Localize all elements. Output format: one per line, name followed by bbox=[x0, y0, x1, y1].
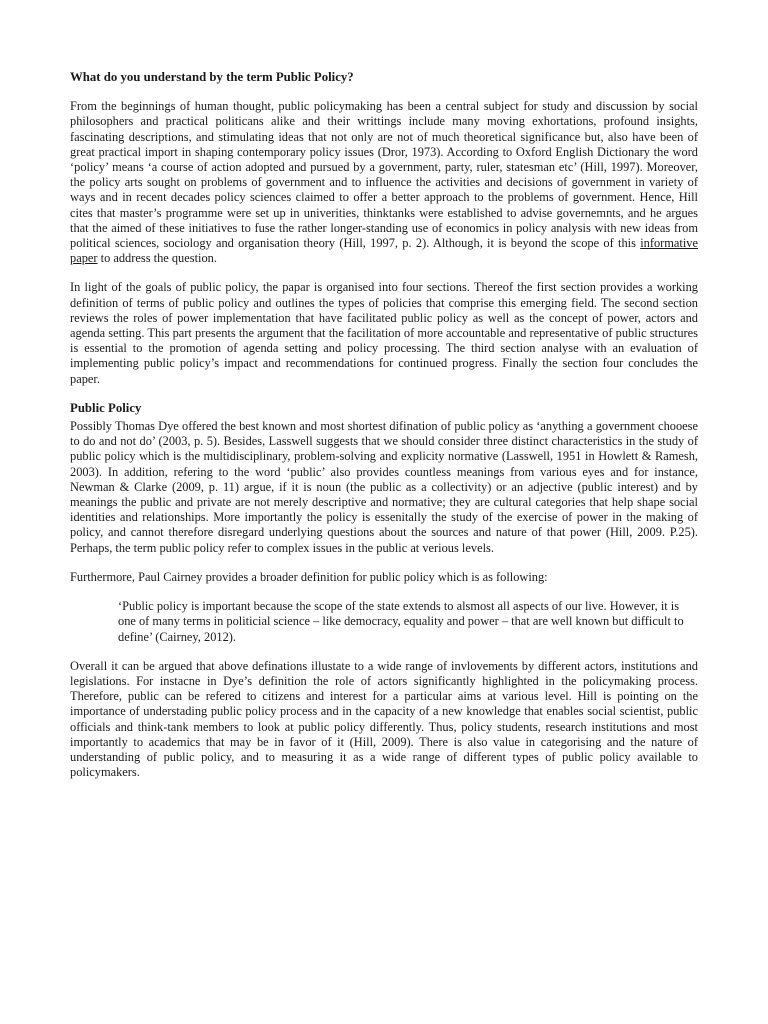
block-quote: ‘Public policy is important because the scope of the state extends to alsmost all aspects of our live. However, it is one of many terms in politicial science – like democracy, equality and power – that are well known but difficult to define’ (Cairney, 2012). bbox=[118, 599, 684, 644]
paragraph-introduction bbox=[70, 99, 698, 266]
paragraph-introduction-text: From the beginnings of human thought, public policymaking has been a central subject for study and discussion by social philosophers and practical politicans alike and their writtings include many moving exhortations, profound insights, fascinating descriptions, and stimulating ideas that not only are not of much theoretical significance but, also have been of great practical import in shaping contemporary policy issues (Dror, 1973). According to Oxford English Dictionary the word ‘policy’ means ‘a course of action adopted and pursued by a government, party, ruler, statesman etc’ (Hill, 1997). Moreover, the policy arts sought on problems of government and to influence the activities and decisions of government in variety of ways and in recent decades policy sciences claimed to offer a better approach to the problems of government. Hence, Hill cites that master’s programme were set up in univerities, thinktanks were established to advise governemnts, and he argues that the aimed of these initiatives to fuse the rather longer-standing use of economics in policy analysis with new ideas from political sciences, sociology and organisation theory (Hill, 1997, p. 2). Although, it is beyond the scope of this bbox=[70, 99, 698, 251]
paragraph-cairney-intro: Furthermore, Paul Cairney provides a broader definition for public policy which is as following: bbox=[70, 569, 548, 584]
paragraph-conclusion: Overall it can be argued that above definations illustate to a wide range of invlovements by different actors, institutions and legislations. For instacne in Dye’s definition the role of actors significantly highlighted in the policymaking process. Therefore, public can be refered to citizens and interest for a particular aims at various level. Hill is pointing on the importance of understading public policy process and in the capacity of a new knowledge that enables social scientist, public officials and think-tank members to look at public policy differently. Thus, policy students, research institutions and most importantly to academics that may be in favor of it (Hill, 2009). There is also value in categorising and the nature of understanding of public policy, and to measuring it as a wide range of different types of public policy available to policymakers. bbox=[70, 658, 698, 780]
paragraph-structure: In light of the goals of public policy, the papar is organised into four sections. Thereof the first section provides a working definition of terms of public policy and outlines the types of policies that comprise this emerging field. The second section reviews the roles of power implementation that have facilitated public policy as well as the concept of power, actors and agenda setting. This part presents the argument that the facilitation of more accountable and representative of public structures is essential to the promotion of agenda setting and policy processing. The third section analyse with an evaluation of implementing public policy’s impact and recommendations for continued progress. Finally the section four concludes the paper. bbox=[70, 280, 698, 386]
section-heading: Public Policy bbox=[70, 400, 142, 415]
document-page bbox=[70, 70, 698, 794]
paragraph-definitions: Possibly Thomas Dye offered the best known and most shortest difination of public policy as ‘anything a government chooese to do and not do’ (2003, p. 5). Besides, Lasswell suggests that we should consider three distinct characteristics in the study of public policy which is the multidisciplinary, problem-solving and explicity normative (Lasswell, 1951 in Howlett & Ramesh, 2003). In addition, refering to the word ‘public’ also provides countless meanings from various eyes and for instance, Newman & Clarke (2009, p. 11) argue, if it is noun (the public as a collectivity) or an adjective (public interest) and by meanings the public and private are not merely descriptive and normative; they are cultural categories that help shape social identities and relationships. More importantly the policy is essenitally the study of the exercise of power in the making of policy, and cannot therefore disregard underlying questions about the sources and nature of that power (Hill, 2009. P.25). Perhaps, the term public policy refer to complex issues in the public at verious levels. bbox=[70, 419, 698, 555]
underlined-phrase: informative paper bbox=[70, 236, 698, 266]
document-title: What do you understand by the term Public Policy? bbox=[70, 70, 354, 84]
paragraph-introduction-tail: to address the question. bbox=[97, 251, 217, 266]
